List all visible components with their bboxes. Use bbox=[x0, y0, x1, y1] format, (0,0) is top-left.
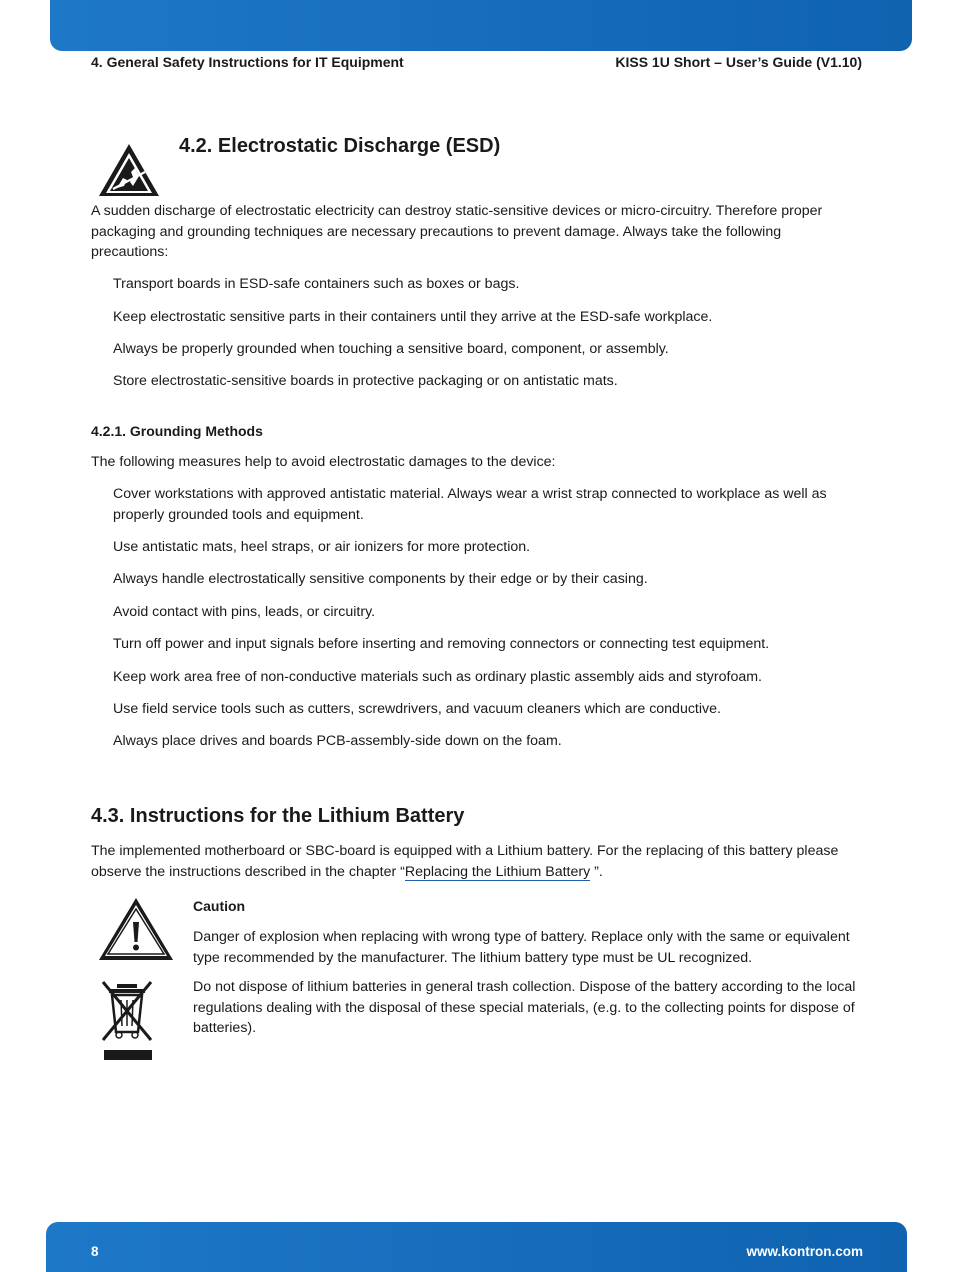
footer-bar bbox=[46, 1222, 907, 1272]
esd-intro: A sudden discharge of electrostatic electricity can destroy static-sensitive devices or micro-circuitry. Therefore proper packaging and grounding techniques are necessary precautions to prevent damage. Always take the following precautions: bbox=[91, 203, 823, 260]
esd-heading: 4.2. Electrostatic Discharge (ESD) bbox=[179, 135, 501, 157]
replacing-battery-link[interactable]: Replacing the Lithium Battery bbox=[404, 863, 591, 880]
list-item: Use field service tools such as cutters, screwdrivers, and vacuum cleaners which are conductive. bbox=[113, 701, 721, 717]
caution-label: Caution bbox=[193, 898, 246, 914]
grounding-intro: The following measures help to avoid electrostatic damages to the device: bbox=[91, 454, 556, 470]
page-number: 8 bbox=[91, 1244, 99, 1259]
battery-intro-text: The implemented motherboard or SBC-board is equipped with a Lithium battery. For the replacing of this battery please observe the instructions described in the chapter “ bbox=[91, 843, 839, 880]
battery-intro-end: ”. bbox=[590, 863, 603, 880]
list-item: Avoid contact with pins, leads, or circuitry. bbox=[113, 604, 376, 620]
list-item: Use antistatic mats, heel straps, or air ionizers for more protection. bbox=[113, 539, 531, 555]
list-item: Always handle electrostatically sensitive components by their edge or by their casing. bbox=[113, 571, 648, 587]
list-item: Cover workstations with approved antistatic material. Always wear a wrist strap connected to workplace as well as properly grounded tools and equipment. bbox=[113, 486, 827, 523]
crossed-out-bin-icon bbox=[99, 978, 155, 1062]
running-header-section: 4. General Safety Instructions for IT Equipment bbox=[91, 54, 404, 70]
list-item: Always be properly grounded when touching a sensitive board, component, or assembly. bbox=[113, 341, 669, 357]
list-item: Turn off power and input signals before inserting and removing connectors or connecting test equipment. bbox=[113, 636, 770, 652]
list-item: Store electrostatic-sensitive boards in protective packaging or on antistatic mats. bbox=[113, 373, 618, 389]
list-item: Keep electrostatic sensitive parts in their containers until they arrive at the ESD-safe workplace. bbox=[113, 309, 713, 325]
disposal-text: Do not dispose of lithium batteries in general trash collection. Dispose of the battery according to the local regulations dealing with the disposal of these special materials, (e.g. to the collecting points for dispose of batteries). bbox=[193, 979, 856, 1036]
header-bar bbox=[50, 0, 912, 51]
list-item: Always place drives and boards PCB-assembly-side down on the foam. bbox=[113, 733, 562, 749]
running-header-document: KISS 1U Short – User’s Guide (V1.10) bbox=[615, 54, 862, 70]
esd-warning-icon bbox=[97, 142, 161, 198]
caution-text: Danger of explosion when replacing with wrong type of battery. Replace only with the same or equivalent type recommended by the manufacturer. The lithium battery type must be UL recognized. bbox=[193, 929, 850, 966]
list-item: Transport boards in ESD-safe containers such as boxes or bags. bbox=[113, 276, 520, 292]
footer-website: www.kontron.com bbox=[746, 1244, 863, 1259]
battery-intro bbox=[91, 841, 861, 882]
list-item: Keep work area free of non-conductive materials such as ordinary plastic assembly aids and styrofoam. bbox=[113, 669, 762, 685]
battery-heading: 4.3. Instructions for the Lithium Battery bbox=[91, 805, 465, 827]
grounding-heading: 4.2.1. Grounding Methods bbox=[91, 423, 263, 439]
warning-triangle-icon bbox=[97, 896, 175, 962]
